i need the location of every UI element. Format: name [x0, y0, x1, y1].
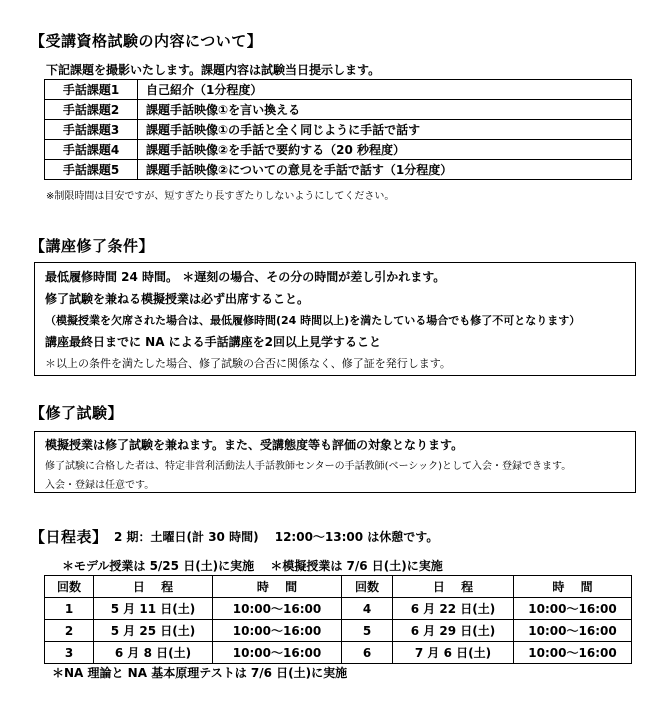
exam-tasks-table — [44, 79, 632, 180]
condition-line: 最低履修時間 24 時間。 ＊遅刻の場合、その分の時間が差し引かれます。 — [45, 270, 446, 284]
task-content: 課題手話映像①の手話と全く同じように手話で話す — [138, 120, 632, 140]
column-header: 日 程 — [393, 576, 514, 598]
time-limit-note: ※制限時間は目安ですが、短すぎたり長すぎたりしないようにしてください。 — [46, 191, 395, 202]
condition-line: 修了試験を兼ねる模擬授業は必ず出席すること。 — [45, 292, 310, 306]
table-row — [45, 160, 632, 180]
schedule-note-top: ＊モデル授業は 5/25 日(土)に実施 ＊模擬授業は 7/6 日(土)に実施 — [62, 559, 443, 573]
exam-intro-text: 下記課題を撮影いたします。課題内容は試験当日提示します。 — [46, 63, 381, 77]
schedule-note-bottom: ＊NA 理論と NA 基本原理テストは 7/6 日(土)に実施 — [52, 666, 348, 680]
condition-line: （模擬授業を欠席された場合は、最低履修時間(24 時間以上)を満たしている場合でも修了不可となります） — [45, 314, 581, 327]
column-header: 時 間 — [213, 576, 342, 598]
section-title-completion-conditions: 【講座修了条件】 — [30, 237, 155, 255]
session-number: 5 — [342, 620, 393, 642]
table-row — [45, 620, 632, 642]
session-number: 2 — [45, 620, 94, 642]
final-exam-line: 入会・登録は任意です。 — [45, 480, 155, 491]
schedule-subtitle: 2 期：土曜日(計 30 時間) 12:00～13:00 は休憩です。 — [114, 530, 439, 544]
table-row — [45, 140, 632, 160]
task-content: 課題手話映像①を言い換える — [138, 100, 632, 120]
session-date: 5 月 25 日(土) — [94, 620, 213, 642]
table-row — [45, 120, 632, 140]
task-label: 手話課題2 — [45, 100, 138, 120]
completion-conditions-box — [34, 262, 636, 376]
condition-note: ＊以上の条件を満たした場合、修了試験の合否に関係なく、修了証を発行します。 — [45, 357, 451, 370]
session-date: 6 月 8 日(土) — [94, 642, 213, 664]
session-date: 7 月 6 日(土) — [393, 642, 514, 664]
session-date: 6 月 22 日(土) — [393, 598, 514, 620]
session-number: 3 — [45, 642, 94, 664]
section-title-exam-content: 【受講資格試験の内容について】 — [30, 32, 263, 50]
final-exam-box — [34, 431, 636, 493]
column-header: 回数 — [45, 576, 94, 598]
column-header: 時 間 — [514, 576, 632, 598]
final-exam-line: 修了試験に合格した者は、特定非営利活動法人手話教師センターの手話教師(ベーシック)として入会・登録できます。 — [45, 461, 572, 472]
table-row — [45, 642, 632, 664]
session-time: 10:00～16:00 — [514, 620, 632, 642]
session-number: 1 — [45, 598, 94, 620]
session-time: 10:00～16:00 — [213, 642, 342, 664]
section-title-schedule: 【日程表】 — [30, 528, 108, 546]
task-label: 手話課題1 — [45, 80, 138, 100]
final-exam-line: 模擬授業は修了試験を兼ねます。また、受講態度等も評価の対象となります。 — [45, 438, 464, 452]
table-header-row — [45, 576, 632, 598]
task-content: 自己紹介（1分程度） — [138, 80, 632, 100]
session-time: 10:00～16:00 — [213, 598, 342, 620]
session-time: 10:00～16:00 — [514, 642, 632, 664]
session-time: 10:00～16:00 — [514, 598, 632, 620]
table-row — [45, 80, 632, 100]
task-label: 手話課題5 — [45, 160, 138, 180]
session-date: 6 月 29 日(土) — [393, 620, 514, 642]
table-row — [45, 100, 632, 120]
schedule-table — [44, 575, 632, 664]
session-time: 10:00～16:00 — [213, 620, 342, 642]
condition-line: 講座最終日までに NA による手話講座を2回以上見学すること — [45, 335, 382, 349]
column-header: 回数 — [342, 576, 393, 598]
task-label: 手話課題4 — [45, 140, 138, 160]
session-number: 4 — [342, 598, 393, 620]
column-header: 日 程 — [94, 576, 213, 598]
session-date: 5 月 11 日(土) — [94, 598, 213, 620]
task-content: 課題手話映像②についての意見を手話で話す（1分程度） — [138, 160, 632, 180]
task-content: 課題手話映像②を手話で要約する（20 秒程度） — [138, 140, 632, 160]
task-label: 手話課題3 — [45, 120, 138, 140]
table-row — [45, 598, 632, 620]
session-number: 6 — [342, 642, 393, 664]
section-title-final-exam: 【修了試験】 — [30, 404, 124, 422]
